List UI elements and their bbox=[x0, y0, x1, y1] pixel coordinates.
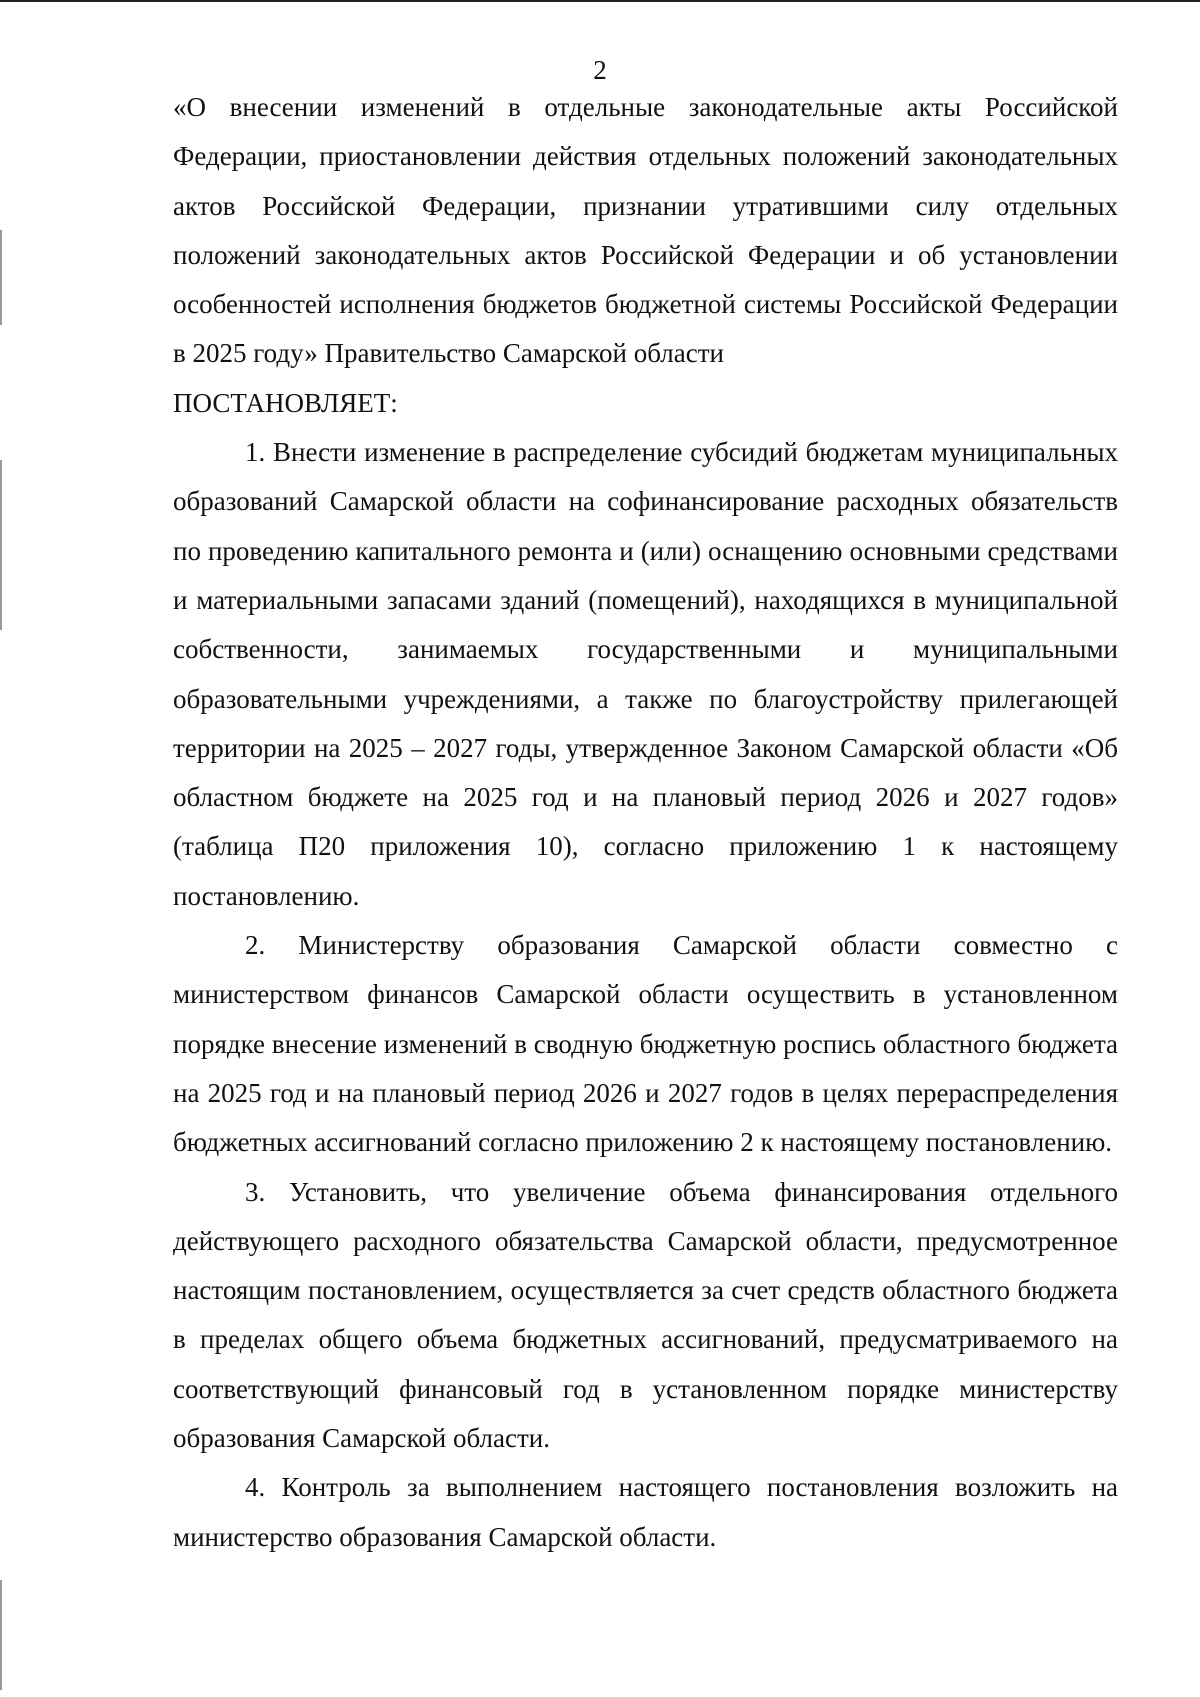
clause-3-paragraph: 3. Установить, что увеличение объема финансирования отдельного действующего расходного обязательства Самарской области, предусмотренное настоящим постановлением, осуществляется за счет средств областного бюджета в пределах общего объема бюджетных ассигнований, предусматриваемого на соответствующий финансовый год в установленном порядке министерству образования Самарской области. bbox=[173, 1176, 1118, 1454]
clause-1-paragraph: 1. Внести изменение в распределение субсидий бюджетам муниципальных образований Самарской области на софинансирование расходных обязательств по проведению капитального ремонта и (или) оснащению основными средствами и материальными запасами зданий (помещений), находящихся в муниципальной собственности, занимаемых государственными и муниципальными образовательными учреждениями, а также по благоустройству прилегающей территории на 2025 – 2027 годы, утвержденное Законом Самарской области «Об областном бюджете на 2025 год и на плановый период 2026 и 2027 годов» (таблица П20 приложения 10), согласно приложению 1 к настоящему постановлению. bbox=[173, 437, 1118, 911]
document-body bbox=[173, 83, 1118, 1562]
scan-top-edge bbox=[0, 0, 1200, 2]
scan-margin-mark bbox=[0, 460, 2, 630]
scan-margin-mark bbox=[0, 1580, 2, 1690]
resolution-word: ПОСТАНОВЛЯЕТ: bbox=[173, 387, 398, 418]
page-number: 2 bbox=[593, 55, 607, 85]
clause-2-paragraph: 2. Министерству образования Самарской области совместно с министерством финансов Самарской области осуществить в установленном порядке внесение изменений в сводную бюджетную роспись областного бюджета на 2025 год и на плановый период 2026 и 2027 годов в целях перераспределения бюджетных ассигнований согласно приложению 2 к настоящему постановлению. bbox=[173, 930, 1118, 1158]
clause-4-paragraph: 4. Контроль за выполнением настоящего постановления возложить на министерство образования Самарской области. bbox=[173, 1472, 1118, 1552]
preamble-paragraph: «О внесении изменений в отдельные законодательные акты Российской Федерации, приостановлении действия отдельных положений законодательных актов Российской Федерации, признании утратившими силу отдельных положений законодательных актов Российской Федерации и об установлении особенностей исполнения бюджетов бюджетной системы Российской Федерации в 2025 году» Правительство Самарской области bbox=[173, 92, 1118, 369]
scan-margin-mark bbox=[0, 230, 2, 325]
